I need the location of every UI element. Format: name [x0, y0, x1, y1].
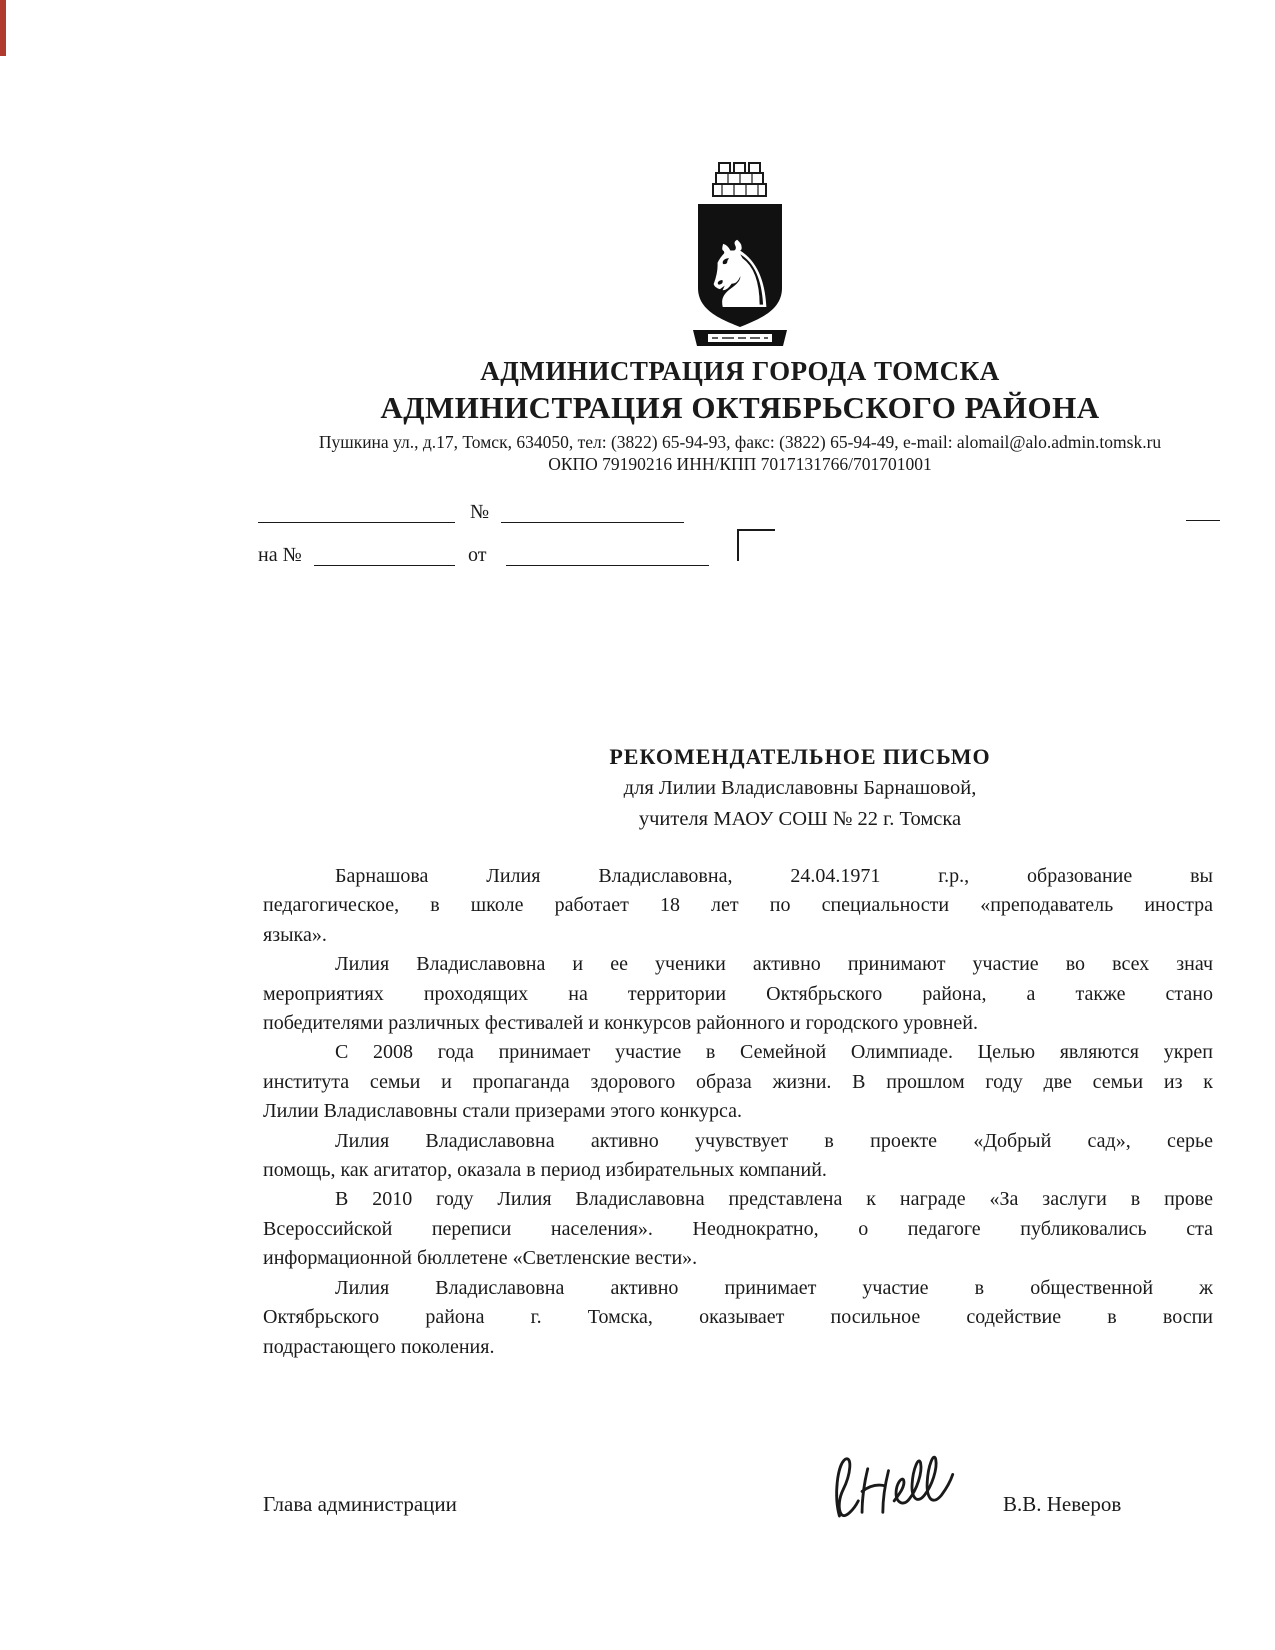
- signer-name: В.В. Неверов: [1003, 1492, 1122, 1516]
- body-line: педагогическое, в школе работает 18 лет по специальности «преподаватель иностра: [263, 894, 1213, 917]
- document-subtitle-position: учителя МАОУ СОШ № 22 г. Томска: [638, 808, 962, 830]
- body-line: В 2010 году Лилия Владиславовна представлена к награде «За заслуги в прове: [335, 1188, 1213, 1211]
- body-line: Лилия Владиславовна активно учувствует в проекте «Добрый сад», серье: [335, 1129, 1213, 1152]
- body-line: С 2008 года принимает участие в Семейной Олимпиаде. Целью являются укреп: [335, 1041, 1213, 1064]
- body-line: информационной бюллетене «Светленские вести».: [263, 1247, 698, 1270]
- outgoing-date-line: [258, 504, 455, 523]
- from-date-label: от: [468, 544, 487, 566]
- body-line: Лилия Владиславовна и ее ученики активно принимают участие во всех знач: [335, 953, 1213, 976]
- body-line: помощь, как агитатор, оказала в период избирательных компаний.: [263, 1159, 827, 1182]
- handwritten-signature-icon: [822, 1448, 972, 1533]
- body-line: института семьи и пропаганда здорового образа жизни. В прошлом году две семьи из к: [263, 1070, 1213, 1093]
- org-name-district: АДМИНИСТРАЦИЯ ОКТЯБРЬСКОГО РАЙОНА: [380, 390, 1100, 425]
- scan-edge-artifact: [0, 0, 6, 56]
- outgoing-number-line: [501, 504, 684, 523]
- document-title: РЕКОМЕНДАТЕЛЬНОЕ ПИСЬМО: [609, 744, 991, 769]
- org-codes-line: ОКПО 79190216 ИНН/КПП 7017131766/701701001: [548, 454, 932, 474]
- paragraph: [263, 1127, 1213, 1186]
- paragraph: [263, 1274, 1213, 1362]
- number-label: №: [470, 501, 490, 523]
- letter-body: [263, 862, 1213, 1362]
- body-line: Барнашова Лилия Владиславовна, 24.04.1971 г.р., образование вы: [335, 865, 1213, 887]
- tomsk-coat-of-arms-icon: [660, 160, 820, 356]
- reply-to-label: на №: [258, 544, 302, 566]
- white-horse-glyph: ♞: [698, 222, 782, 329]
- document-subtitle-person: для Лилии Владиславовны Барнашовой,: [623, 777, 977, 799]
- paragraph: [263, 950, 1213, 1038]
- org-contact-line: Пушкина ул., д.17, Томск, 634050, тел: (3822) 65-94-93, факс: (3822) 65-94-49, e-mail: alomail@alo.admin.tomsk.ru: [318, 432, 1162, 452]
- paragraph: [263, 862, 1213, 950]
- document-title-block: [400, 740, 1200, 835]
- body-line: Лилия Владиславовна активно принимает участие в общественной ж: [335, 1276, 1213, 1299]
- signer-position: Глава администрации: [263, 1492, 457, 1516]
- reply-date-line: [506, 547, 709, 566]
- paragraph: [263, 1185, 1213, 1273]
- right-margin-stub-line: [1186, 502, 1220, 521]
- org-name-city: АДМИНИСТРАЦИЯ ГОРОДА ТОМСКА: [480, 356, 1000, 386]
- paragraph: [263, 1038, 1213, 1126]
- body-line: языка».: [263, 923, 327, 946]
- body-line: Лилии Владиславовны стали призерами этого конкурса.: [263, 1100, 742, 1123]
- body-line: подрастающего поколения.: [263, 1335, 495, 1358]
- body-line: мероприятиях проходящих на территории Октябрьского района, а также стано: [263, 982, 1213, 1005]
- body-line: победителями различных фестивалей и конкурсов районного и городского уровней.: [263, 1012, 978, 1035]
- reply-number-line: [314, 547, 455, 566]
- body-line: Всероссийской переписи населения». Неоднократно, о педагоге публиковались ста: [263, 1217, 1213, 1240]
- addressee-corner-mark: [737, 529, 775, 561]
- body-line: Октябрьского района г. Томска, оказывает посильное содействие в воспи: [263, 1306, 1213, 1329]
- letterhead: [205, 354, 1275, 475]
